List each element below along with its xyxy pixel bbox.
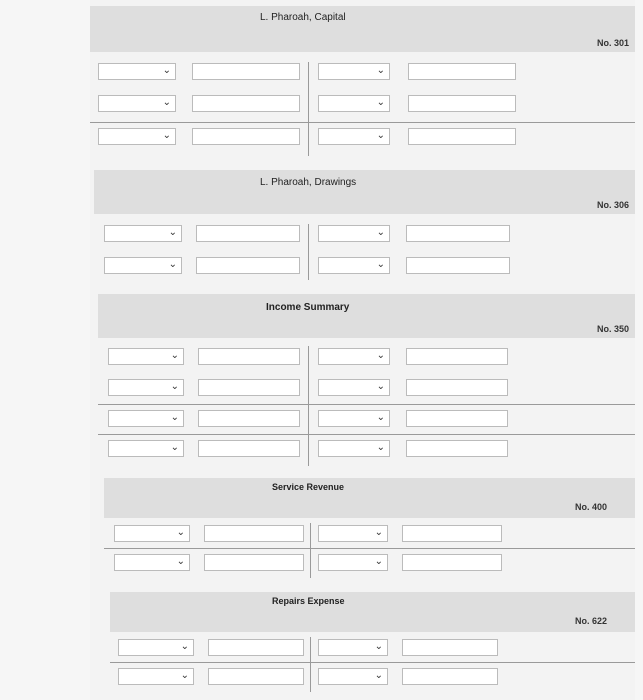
chevron-down-icon: ⌄ xyxy=(376,259,385,270)
ledger-header xyxy=(98,294,635,338)
date-select[interactable] xyxy=(108,440,184,457)
date-select[interactable] xyxy=(98,128,176,145)
explanation-input[interactable] xyxy=(192,63,300,80)
date-select[interactable] xyxy=(114,525,190,542)
column-divider xyxy=(308,346,309,466)
amount-input[interactable] xyxy=(406,440,508,457)
ledger-row xyxy=(110,664,635,690)
date-select[interactable] xyxy=(108,379,184,396)
ledger-repairs-expense xyxy=(110,592,635,692)
chevron-down-icon: ⌄ xyxy=(376,227,385,238)
amount-input[interactable] xyxy=(408,95,516,112)
ledger-header xyxy=(104,478,635,518)
explanation-input[interactable] xyxy=(204,525,304,542)
ledger-number: No. 350 xyxy=(596,324,629,334)
amount-input[interactable] xyxy=(406,257,510,274)
chevron-down-icon: ⌄ xyxy=(168,259,177,270)
ledger-header xyxy=(94,170,635,214)
date-select[interactable] xyxy=(98,63,176,80)
explanation-input[interactable] xyxy=(198,379,300,396)
ledger-drawings xyxy=(94,170,635,280)
chevron-down-icon: ⌄ xyxy=(162,130,171,141)
debit-credit-select[interactable] xyxy=(318,668,388,685)
ledger-number: No. 301 xyxy=(596,38,629,48)
debit-credit-select[interactable] xyxy=(318,525,388,542)
debit-credit-select[interactable] xyxy=(318,95,390,112)
date-select[interactable] xyxy=(108,348,184,365)
date-select[interactable] xyxy=(104,225,182,242)
amount-input[interactable] xyxy=(406,379,508,396)
debit-credit-select[interactable] xyxy=(318,225,390,242)
chevron-down-icon: ⌄ xyxy=(180,641,189,652)
ledger-title: Income Summary xyxy=(266,302,350,313)
ledger-row xyxy=(98,375,635,401)
chevron-down-icon: ⌄ xyxy=(374,641,383,652)
chevron-down-icon: ⌄ xyxy=(170,412,179,423)
ledger-number: No. 622 xyxy=(574,616,607,626)
chevron-down-icon: ⌄ xyxy=(376,97,385,108)
amount-input[interactable] xyxy=(406,225,510,242)
chevron-down-icon: ⌄ xyxy=(376,65,385,76)
chevron-down-icon: ⌄ xyxy=(374,556,383,567)
explanation-input[interactable] xyxy=(198,348,300,365)
total-rule xyxy=(98,404,635,405)
explanation-input[interactable] xyxy=(208,639,304,656)
chevron-down-icon: ⌄ xyxy=(162,65,171,76)
ledger-title: Repairs Expense xyxy=(272,596,345,606)
chevron-down-icon: ⌄ xyxy=(168,227,177,238)
debit-credit-select[interactable] xyxy=(318,554,388,571)
page-margin-right xyxy=(635,0,643,700)
ledger-title: L. Pharoah, Drawings xyxy=(260,177,357,188)
chevron-down-icon: ⌄ xyxy=(376,130,385,141)
date-select[interactable] xyxy=(118,668,194,685)
ledger-capital xyxy=(90,6,635,156)
ledger-number: No. 306 xyxy=(596,200,629,210)
debit-credit-select[interactable] xyxy=(318,379,390,396)
column-divider xyxy=(310,523,311,578)
date-select[interactable] xyxy=(118,639,194,656)
ledger-row xyxy=(94,221,635,247)
amount-input[interactable] xyxy=(402,554,502,571)
chevron-down-icon: ⌄ xyxy=(376,381,385,392)
amount-input[interactable] xyxy=(406,348,508,365)
ledger-row xyxy=(94,253,635,279)
ledger-row xyxy=(98,406,635,432)
chevron-down-icon: ⌄ xyxy=(170,350,179,361)
explanation-input[interactable] xyxy=(192,95,300,112)
amount-input[interactable] xyxy=(402,668,498,685)
amount-input[interactable] xyxy=(402,639,498,656)
chevron-down-icon: ⌄ xyxy=(376,442,385,453)
explanation-input[interactable] xyxy=(192,128,300,145)
explanation-input[interactable] xyxy=(196,257,300,274)
total-rule xyxy=(104,548,635,549)
explanation-input[interactable] xyxy=(196,225,300,242)
chevron-down-icon: ⌄ xyxy=(374,670,383,681)
date-select[interactable] xyxy=(104,257,182,274)
debit-credit-select[interactable] xyxy=(318,348,390,365)
column-divider xyxy=(310,637,311,692)
ledger-number: No. 400 xyxy=(574,502,607,512)
debit-credit-select[interactable] xyxy=(318,63,390,80)
explanation-input[interactable] xyxy=(204,554,304,571)
chevron-down-icon: ⌄ xyxy=(162,97,171,108)
total-rule xyxy=(98,434,635,435)
explanation-input[interactable] xyxy=(198,440,300,457)
ledger-row xyxy=(110,635,635,661)
explanation-input[interactable] xyxy=(198,410,300,427)
total-rule xyxy=(110,662,635,663)
chevron-down-icon: ⌄ xyxy=(376,412,385,423)
date-select[interactable] xyxy=(114,554,190,571)
total-rule xyxy=(90,122,635,123)
amount-input[interactable] xyxy=(408,63,516,80)
ledger-row xyxy=(98,344,635,370)
chevron-down-icon: ⌄ xyxy=(170,442,179,453)
debit-credit-select[interactable] xyxy=(318,257,390,274)
date-select[interactable] xyxy=(108,410,184,427)
ledger-header xyxy=(110,592,635,632)
ledger-row xyxy=(104,550,635,576)
column-divider xyxy=(308,62,309,156)
chevron-down-icon: ⌄ xyxy=(176,556,185,567)
debit-credit-select[interactable] xyxy=(318,440,390,457)
ledger-service-revenue xyxy=(104,478,635,578)
debit-credit-select[interactable] xyxy=(318,410,390,427)
amount-input[interactable] xyxy=(406,410,508,427)
ledger-row xyxy=(90,59,635,85)
ledger-row xyxy=(98,436,635,462)
ledger-row xyxy=(90,124,635,150)
chevron-down-icon: ⌄ xyxy=(180,670,189,681)
ledger-row xyxy=(104,521,635,547)
ledger-income-summary xyxy=(98,294,635,466)
page-margin-left xyxy=(0,0,90,700)
ledger-header xyxy=(90,6,635,52)
chevron-down-icon: ⌄ xyxy=(376,350,385,361)
debit-credit-select[interactable] xyxy=(318,128,390,145)
amount-input[interactable] xyxy=(402,525,502,542)
ledger-title: Service Revenue xyxy=(272,482,345,492)
amount-input[interactable] xyxy=(408,128,516,145)
explanation-input[interactable] xyxy=(208,668,304,685)
chevron-down-icon: ⌄ xyxy=(374,527,383,538)
chevron-down-icon: ⌄ xyxy=(176,527,185,538)
ledger-title: L. Pharoah, Capital xyxy=(260,12,346,23)
chevron-down-icon: ⌄ xyxy=(170,381,179,392)
date-select[interactable] xyxy=(98,95,176,112)
debit-credit-select[interactable] xyxy=(318,639,388,656)
ledger-row xyxy=(90,91,635,117)
column-divider xyxy=(308,224,309,280)
